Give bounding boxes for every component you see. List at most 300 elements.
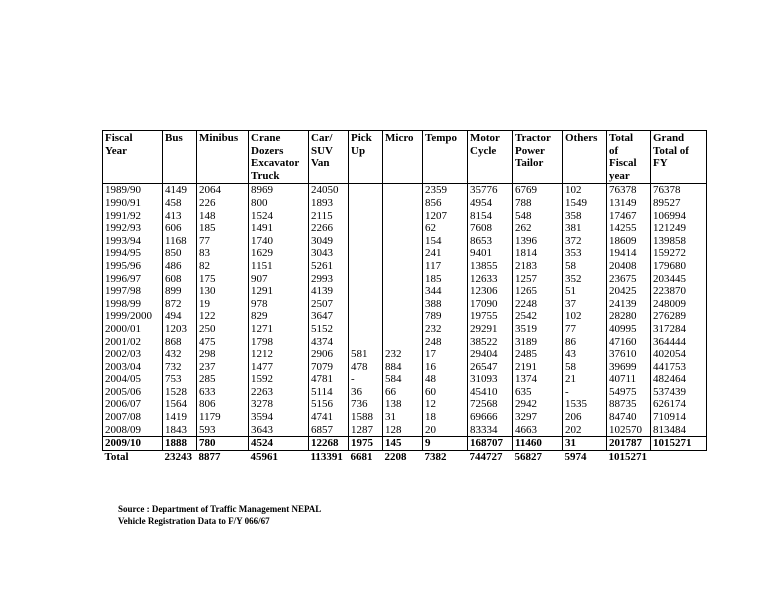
table-cell: 48 — [423, 373, 468, 386]
table-row — [103, 437, 707, 451]
table-cell: 138 — [383, 398, 423, 411]
column-header: Tractor Power Tailor — [513, 131, 563, 184]
table-row — [103, 298, 707, 311]
table-cell: 1491 — [249, 222, 309, 235]
column-header: Total of Fiscal year — [607, 131, 651, 184]
table-cell — [383, 197, 423, 210]
table-cell: 276289 — [651, 310, 707, 323]
table-cell: 38522 — [468, 336, 513, 349]
table-cell: 159272 — [651, 247, 707, 260]
table-cell: 145 — [383, 437, 423, 451]
vehicle-registration-table — [102, 130, 707, 463]
table-cell: 1993/94 — [103, 235, 163, 248]
table-cell: 19 — [197, 298, 249, 311]
table-cell: 250 — [197, 323, 249, 336]
table-cell: 548 — [513, 210, 563, 223]
table-row — [103, 373, 707, 386]
table-cell — [349, 197, 383, 210]
table-cell: 66 — [383, 386, 423, 399]
table-cell: 1151 — [249, 260, 309, 273]
table-cell: 1996/97 — [103, 273, 163, 286]
table-row — [103, 222, 707, 235]
column-header: Bus — [163, 131, 197, 184]
table-cell: 1740 — [249, 235, 309, 248]
table-cell: 45961 — [250, 450, 278, 463]
table-cell: 1564 — [163, 398, 197, 411]
table-cell: 3189 — [513, 336, 563, 349]
table-cell: 1257 — [513, 273, 563, 286]
table-cell: 1814 — [513, 247, 563, 260]
table-cell: 753 — [163, 373, 197, 386]
table-cell: 12 — [423, 398, 468, 411]
table-cell: 3049 — [309, 235, 349, 248]
table-cell: 11460 — [513, 437, 563, 451]
table-cell: 139858 — [651, 235, 707, 248]
table-row — [103, 424, 707, 437]
table-cell: 710914 — [651, 411, 707, 424]
table-cell: 2248 — [513, 298, 563, 311]
table-cell: 45410 — [468, 386, 513, 399]
table-row — [103, 247, 707, 260]
table-cell: 788 — [513, 197, 563, 210]
table-cell: 76378 — [607, 184, 651, 197]
table-cell — [383, 298, 423, 311]
table-cell: 2183 — [513, 260, 563, 273]
table-cell: 2942 — [513, 398, 563, 411]
table-cell — [383, 222, 423, 235]
table-cell — [383, 336, 423, 349]
table-cell: 31 — [383, 411, 423, 424]
table-cell: 2008/09 — [103, 424, 163, 437]
column-header: Car/ SUV Van — [309, 131, 349, 184]
table-cell: 148 — [197, 210, 249, 223]
table-cell: 128 — [383, 424, 423, 437]
table-cell: 21 — [563, 373, 607, 386]
table-cell: 978 — [249, 298, 309, 311]
table-cell: 232 — [383, 348, 423, 361]
table-cell: 8877 — [198, 450, 221, 463]
table-cell: 36 — [349, 386, 383, 399]
table-cell: 486 — [163, 260, 197, 273]
table-cell — [349, 336, 383, 349]
table-cell: 16 — [423, 361, 468, 374]
table-cell: 744727 — [469, 450, 503, 463]
table-cell: 154 — [423, 235, 468, 248]
table-cell: 5156 — [309, 398, 349, 411]
table-cell: 1893 — [309, 197, 349, 210]
table-cell: 262 — [513, 222, 563, 235]
table-row — [103, 336, 707, 349]
table-cell: 7079 — [309, 361, 349, 374]
column-header: Others — [563, 131, 607, 184]
table-cell: 4524 — [249, 437, 309, 451]
table-cell: 388 — [423, 298, 468, 311]
table-cell: 1477 — [249, 361, 309, 374]
table-cell: 2266 — [309, 222, 349, 235]
table-cell: - — [563, 386, 607, 399]
table-cell: 13855 — [468, 260, 513, 273]
table-cell — [349, 273, 383, 286]
table-cell: 185 — [423, 273, 468, 286]
table-cell: 241 — [423, 247, 468, 260]
table-cell: 364444 — [651, 336, 707, 349]
column-header: Tempo — [423, 131, 468, 184]
table-cell: 5261 — [309, 260, 349, 273]
table-row — [103, 210, 707, 223]
table-cell: 584 — [383, 373, 423, 386]
table-cell: 102570 — [607, 424, 651, 437]
table-cell: 185 — [197, 222, 249, 235]
table-cell: 358 — [563, 210, 607, 223]
table-cell: 201787 — [607, 437, 651, 451]
table-row — [103, 285, 707, 298]
table-cell: 2001/02 — [103, 336, 163, 349]
table-cell: 800 — [249, 197, 309, 210]
table-cell: 441753 — [651, 361, 707, 374]
table-cell: 47160 — [607, 336, 651, 349]
table-cell: 4954 — [468, 197, 513, 210]
table-cell — [383, 285, 423, 298]
table-cell: 2359 — [423, 184, 468, 197]
table-cell: 23675 — [607, 273, 651, 286]
table-cell: 2004/05 — [103, 373, 163, 386]
table-cell: 1271 — [249, 323, 309, 336]
table-cell: 1287 — [349, 424, 383, 437]
table-cell: 203445 — [651, 273, 707, 286]
table-cell: 2064 — [197, 184, 249, 197]
table-cell: 4663 — [513, 424, 563, 437]
table-row — [103, 260, 707, 273]
table-cell: 31 — [563, 437, 607, 451]
table-cell: 43 — [563, 348, 607, 361]
table-cell: 54975 — [607, 386, 651, 399]
table-cell: 12633 — [468, 273, 513, 286]
column-header: Pick Up — [349, 131, 383, 184]
column-header: Crane Dozers Excavator Truck — [249, 131, 309, 184]
table-row — [103, 197, 707, 210]
table-row — [103, 323, 707, 336]
table-cell: 18609 — [607, 235, 651, 248]
table-cell: 20408 — [607, 260, 651, 273]
table-cell: 76378 — [651, 184, 707, 197]
table-cell: 633 — [197, 386, 249, 399]
table-cell: 353 — [563, 247, 607, 260]
table-cell: 58 — [563, 260, 607, 273]
table-cell — [349, 210, 383, 223]
table-cell: 1549 — [563, 197, 607, 210]
table-cell: 226 — [197, 197, 249, 210]
table-cell — [383, 184, 423, 197]
table-header-row — [103, 131, 707, 184]
table-cell — [383, 273, 423, 286]
table-cell: 899 — [163, 285, 197, 298]
table-cell: 2005/06 — [103, 386, 163, 399]
table-cell: 121249 — [651, 222, 707, 235]
table-cell — [349, 184, 383, 197]
table-cell: 2002/03 — [103, 348, 163, 361]
table-cell: 478 — [349, 361, 383, 374]
table-cell — [349, 260, 383, 273]
table-cell: 1396 — [513, 235, 563, 248]
table-cell: 2906 — [309, 348, 349, 361]
table-cell: 223870 — [651, 285, 707, 298]
table-cell: 5152 — [309, 323, 349, 336]
table-cell: - — [349, 373, 383, 386]
table-cell: 2993 — [309, 273, 349, 286]
table-cell: 6769 — [513, 184, 563, 197]
table-cell — [383, 323, 423, 336]
table-cell: 2006/07 — [103, 398, 163, 411]
source-note — [118, 503, 321, 527]
table-cell: 4374 — [309, 336, 349, 349]
table-cell: 1989/90 — [103, 184, 163, 197]
table-cell: 2485 — [513, 348, 563, 361]
table-cell: 248 — [423, 336, 468, 349]
table-cell: 5974 — [564, 450, 587, 463]
table-row — [103, 361, 707, 374]
table-cell — [383, 247, 423, 260]
table-cell: 24139 — [607, 298, 651, 311]
table-cell: 1203 — [163, 323, 197, 336]
table-cell — [651, 450, 707, 463]
table-cell — [349, 285, 383, 298]
table-cell: 58 — [563, 361, 607, 374]
table-cell: 1535 — [563, 398, 607, 411]
table-cell: 2007/08 — [103, 411, 163, 424]
table-row — [103, 273, 707, 286]
table-cell: 780 — [197, 437, 249, 451]
table-cell: 4741 — [309, 411, 349, 424]
table-cell: 51 — [563, 285, 607, 298]
source-line: Source : Department of Traffic Management NEPAL — [118, 504, 322, 514]
table-cell: 62 — [423, 222, 468, 235]
table-cell: 77 — [197, 235, 249, 248]
table-cell: 5114 — [309, 386, 349, 399]
table-cell: 868 — [163, 336, 197, 349]
table-cell — [349, 235, 383, 248]
table-cell: 381 — [563, 222, 607, 235]
table-cell: 1419 — [163, 411, 197, 424]
table-cell: 2507 — [309, 298, 349, 311]
total-row — [103, 450, 707, 463]
table-cell: 102 — [563, 184, 607, 197]
table-cell: 232 — [423, 323, 468, 336]
table-cell: 1015271 — [608, 450, 647, 463]
table-cell: 1592 — [249, 373, 309, 386]
table-cell: 28280 — [607, 310, 651, 323]
table-cell: 3647 — [309, 310, 349, 323]
table-cell: 1179 — [197, 411, 249, 424]
table-cell: 12306 — [468, 285, 513, 298]
table-cell: 1843 — [163, 424, 197, 437]
table-cell: 352 — [563, 273, 607, 286]
table-cell: 83 — [197, 247, 249, 260]
table-cell: 77 — [563, 323, 607, 336]
table-cell: 8154 — [468, 210, 513, 223]
table-cell: 1990/91 — [103, 197, 163, 210]
table-cell: 907 — [249, 273, 309, 286]
table-cell: 3278 — [249, 398, 309, 411]
table-row — [103, 235, 707, 248]
table-cell: 494 — [163, 310, 197, 323]
table-cell: 1975 — [349, 437, 383, 451]
table-cell: 1629 — [249, 247, 309, 260]
table-cell: 732 — [163, 361, 197, 374]
table-row — [103, 386, 707, 399]
table-cell: 482464 — [651, 373, 707, 386]
table-cell: 581 — [349, 348, 383, 361]
table-cell: 4781 — [309, 373, 349, 386]
table-cell: 237 — [197, 361, 249, 374]
table-cell: 736 — [349, 398, 383, 411]
table-cell — [349, 247, 383, 260]
table-cell: 856 — [423, 197, 468, 210]
table-cell: 175 — [197, 273, 249, 286]
table-cell: 35776 — [468, 184, 513, 197]
table-cell: 29291 — [468, 323, 513, 336]
table-cell: 344 — [423, 285, 468, 298]
table-cell: 2003/04 — [103, 361, 163, 374]
table-cell: 31093 — [468, 373, 513, 386]
table-cell — [349, 310, 383, 323]
table-cell: 317284 — [651, 323, 707, 336]
table-cell: 72568 — [468, 398, 513, 411]
table-cell: 179680 — [651, 260, 707, 273]
table-cell: 2115 — [309, 210, 349, 223]
table-cell — [383, 310, 423, 323]
table-cell: 829 — [249, 310, 309, 323]
table-cell: 84740 — [607, 411, 651, 424]
table-cell: 372 — [563, 235, 607, 248]
table-cell: 8969 — [249, 184, 309, 197]
table-cell: 3643 — [249, 424, 309, 437]
table-cell: 2208 — [384, 450, 407, 463]
table-cell: 89527 — [651, 197, 707, 210]
table-cell: 6681 — [350, 450, 373, 463]
table-cell: 26547 — [468, 361, 513, 374]
table-cell: 19755 — [468, 310, 513, 323]
table-cell: 298 — [197, 348, 249, 361]
table-cell: 7608 — [468, 222, 513, 235]
table-cell: 1168 — [163, 235, 197, 248]
table-cell: 130 — [197, 285, 249, 298]
table-cell: 3297 — [513, 411, 563, 424]
table-cell: 3043 — [309, 247, 349, 260]
table-cell: 872 — [163, 298, 197, 311]
table-cell: 86 — [563, 336, 607, 349]
table-row — [103, 411, 707, 424]
table-cell: 789 — [423, 310, 468, 323]
table-cell: 1265 — [513, 285, 563, 298]
table-cell: 20425 — [607, 285, 651, 298]
table-cell: 69666 — [468, 411, 513, 424]
table-cell: 122 — [197, 310, 249, 323]
column-header: Micro — [383, 131, 423, 184]
table-cell: 806 — [197, 398, 249, 411]
table-cell: 9401 — [468, 247, 513, 260]
table-cell: 850 — [163, 247, 197, 260]
table-cell — [349, 323, 383, 336]
table-cell — [349, 222, 383, 235]
table-cell: 206 — [563, 411, 607, 424]
table-cell: 285 — [197, 373, 249, 386]
table-cell: 40995 — [607, 323, 651, 336]
table-cell: 593 — [197, 424, 249, 437]
table-cell: 4139 — [309, 285, 349, 298]
table-cell: 413 — [163, 210, 197, 223]
table-cell: 39699 — [607, 361, 651, 374]
table-cell: 1291 — [249, 285, 309, 298]
table-cell — [383, 260, 423, 273]
table-cell: 606 — [163, 222, 197, 235]
table-cell: 19414 — [607, 247, 651, 260]
table-cell: 2191 — [513, 361, 563, 374]
table-cell: 626174 — [651, 398, 707, 411]
table-cell: 1207 — [423, 210, 468, 223]
table-cell: 18 — [423, 411, 468, 424]
table-cell: 635 — [513, 386, 563, 399]
table-cell — [383, 210, 423, 223]
table-row — [103, 348, 707, 361]
table-cell: 23243 — [164, 450, 192, 463]
column-header: Motor Cycle — [468, 131, 513, 184]
table-cell: 458 — [163, 197, 197, 210]
table-cell: 12268 — [309, 437, 349, 451]
table-cell: 3519 — [513, 323, 563, 336]
table-cell: 40711 — [607, 373, 651, 386]
table-cell: Total — [104, 450, 129, 463]
table-cell: 60 — [423, 386, 468, 399]
table-cell: 29404 — [468, 348, 513, 361]
table-cell: 1994/95 — [103, 247, 163, 260]
column-header: Grand Total of FY — [651, 131, 707, 184]
table-cell: 102 — [563, 310, 607, 323]
table-cell: 1888 — [163, 437, 197, 451]
table-cell: 1998/99 — [103, 298, 163, 311]
table-cell: 113391 — [310, 450, 343, 463]
table-cell: 202 — [563, 424, 607, 437]
table-cell: 17 — [423, 348, 468, 361]
table-cell: 37610 — [607, 348, 651, 361]
table-cell: 1015271 — [651, 437, 707, 451]
source-subline: Vehicle Registration Data to F/Y 066/67 — [118, 516, 270, 526]
table-cell: 475 — [197, 336, 249, 349]
table-cell: 168707 — [468, 437, 513, 451]
table-cell: 2000/01 — [103, 323, 163, 336]
table-cell: 608 — [163, 273, 197, 286]
table-cell: 432 — [163, 348, 197, 361]
table-cell: 20 — [423, 424, 468, 437]
table-cell: 1524 — [249, 210, 309, 223]
table-cell: 24050 — [309, 184, 349, 197]
table-cell: 6857 — [309, 424, 349, 437]
table-cell: 402054 — [651, 348, 707, 361]
table-cell: 1999/2000 — [103, 310, 163, 323]
table-cell: 14255 — [607, 222, 651, 235]
table-cell: 1991/92 — [103, 210, 163, 223]
table-cell: 17090 — [468, 298, 513, 311]
table-cell: 2263 — [249, 386, 309, 399]
table-cell: 106994 — [651, 210, 707, 223]
table-cell: 1212 — [249, 348, 309, 361]
table-cell: 56827 — [514, 450, 542, 463]
table-cell: 1528 — [163, 386, 197, 399]
table-cell: 13149 — [607, 197, 651, 210]
table-cell: 4149 — [163, 184, 197, 197]
table-cell: 3594 — [249, 411, 309, 424]
table-cell: 2542 — [513, 310, 563, 323]
table-cell: 82 — [197, 260, 249, 273]
